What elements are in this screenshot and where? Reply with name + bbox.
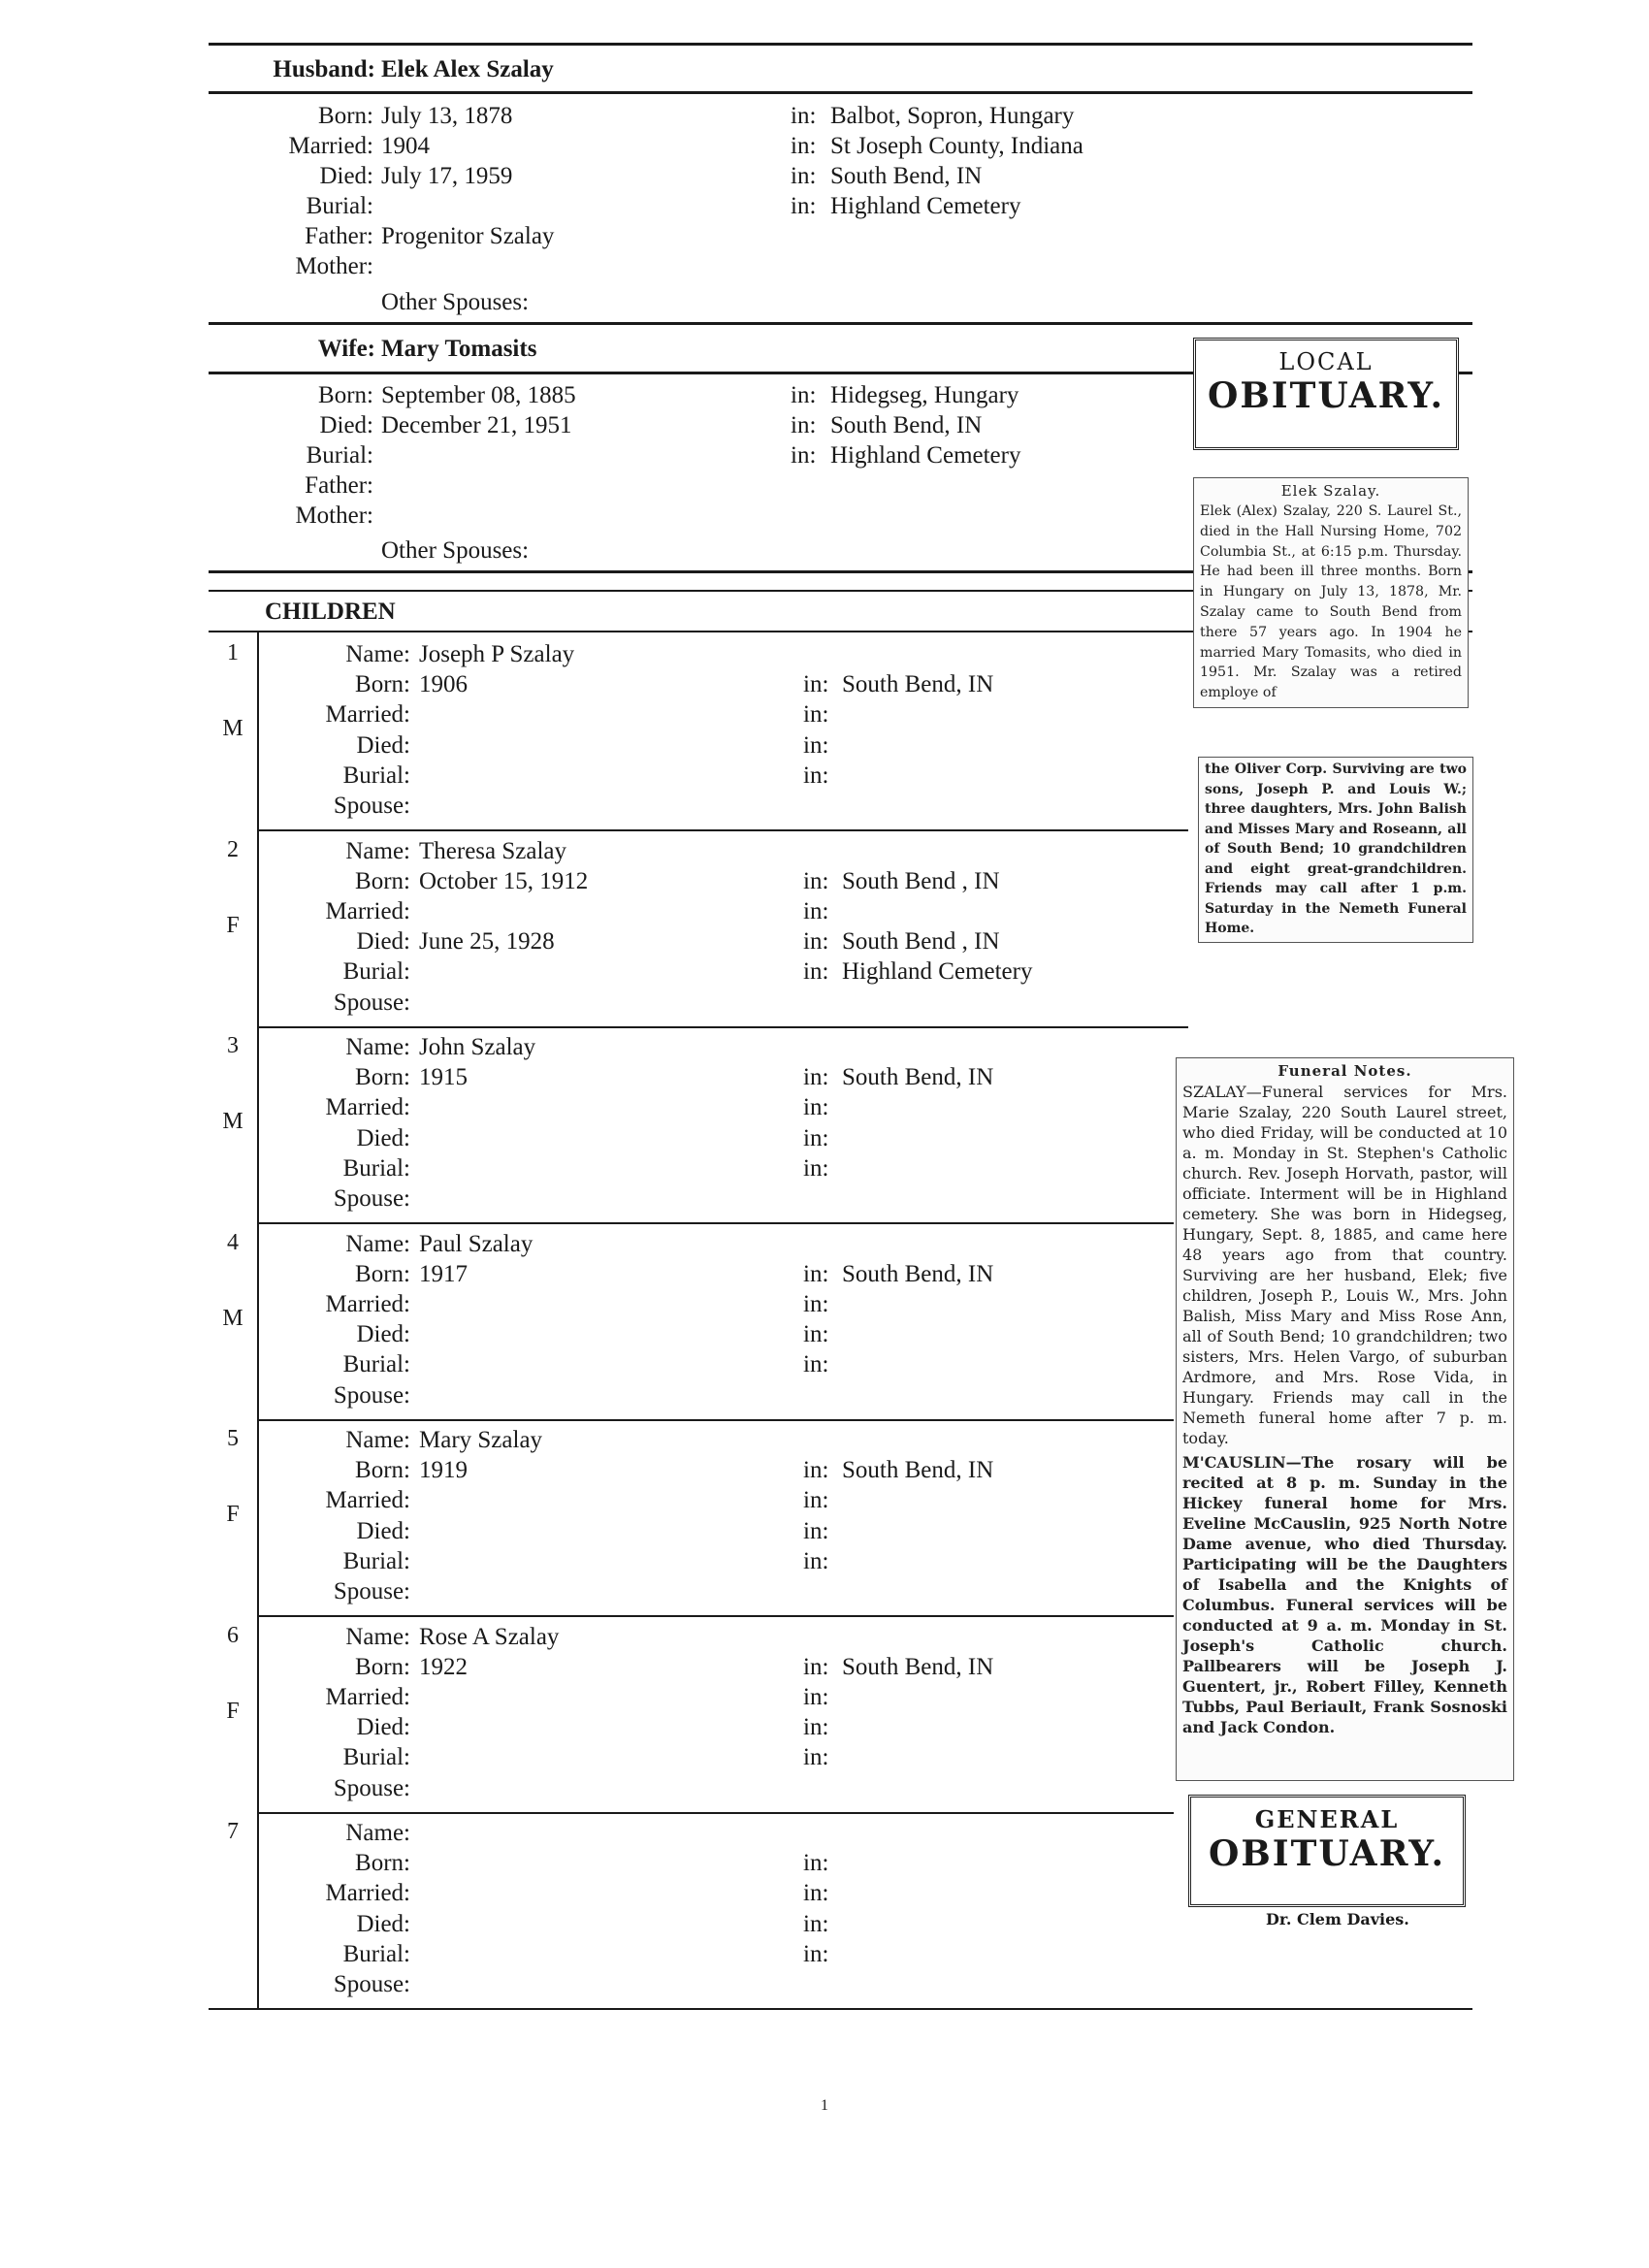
child-field-value: Paul Szalay xyxy=(419,1230,534,1257)
general-obituary-footer: Dr. Clem Davies. xyxy=(1266,1910,1409,1928)
child-field-label: Died: xyxy=(356,1910,410,1937)
child-field-label: Born: xyxy=(355,1850,410,1877)
husband-field-value: July 17, 1959 xyxy=(381,163,513,189)
child-sex: F xyxy=(226,1698,240,1724)
husband-field-label: Burial: xyxy=(306,193,373,219)
husband-field-label: Father: xyxy=(305,223,373,249)
husband-field-label: Mother: xyxy=(295,253,373,279)
child-in-label: in: xyxy=(803,1714,829,1741)
child-field-label: Married: xyxy=(325,701,410,729)
child-field-value: 1919 xyxy=(419,1457,468,1484)
husband-name: Elek Alex Szalay xyxy=(381,56,554,82)
child-field-label: Name: xyxy=(345,1820,410,1846)
child-field-value: Joseph P Szalay xyxy=(419,641,575,667)
child-in-label: in: xyxy=(803,1547,829,1574)
child-in-label: in: xyxy=(803,1094,829,1121)
child-field-label: Burial: xyxy=(342,1547,410,1574)
child-field-label: Spouse: xyxy=(333,1381,410,1409)
wife-place: Highland Cemetery xyxy=(830,442,1021,469)
child-field-label: Born: xyxy=(355,671,410,698)
child-field-label: Burial: xyxy=(342,1154,410,1182)
elek-obituary-clipping xyxy=(1193,477,1469,708)
child-field-label: Spouse: xyxy=(333,1774,410,1801)
wife-field-label: Died: xyxy=(319,412,373,438)
husband-in-label: in: xyxy=(791,133,817,159)
child-place: South Bend, IN xyxy=(842,1653,994,1680)
child-field-label: Born: xyxy=(355,1064,410,1091)
child-number: 2 xyxy=(227,836,239,862)
child-in-label: in: xyxy=(803,1744,829,1771)
child-separator-rule xyxy=(257,1812,1174,1814)
child-in-label: in: xyxy=(803,1290,829,1317)
husband-rule xyxy=(209,91,1472,94)
top-rule xyxy=(209,43,1472,46)
child-in-label: in: xyxy=(803,1260,829,1287)
wife-field-label: Mother: xyxy=(295,502,373,529)
child-place: South Bend, IN xyxy=(842,671,994,698)
wife-field-label: Born: xyxy=(318,382,373,408)
child-in-label: in: xyxy=(803,928,829,956)
husband-place: Highland Cemetery xyxy=(830,193,1021,219)
child-in-label: in: xyxy=(803,731,829,759)
children-heading: CHILDREN xyxy=(265,599,396,625)
child-in-label: in: xyxy=(803,671,829,698)
child-field-value: Theresa Szalay xyxy=(419,837,567,864)
elek-obituary-title: Elek Szalay. xyxy=(1280,482,1381,500)
child-separator-rule xyxy=(257,1615,1174,1617)
child-place: South Bend , IN xyxy=(842,928,1000,956)
child-number: 1 xyxy=(227,640,239,665)
child-sex: M xyxy=(222,716,243,741)
children-bottom-rule xyxy=(209,2008,1472,2010)
child-place: Highland Cemetery xyxy=(842,958,1033,986)
child-in-label: in: xyxy=(803,1683,829,1710)
child-number: 7 xyxy=(227,1819,239,1844)
child-field-label: Died: xyxy=(356,1124,410,1151)
child-in-label: in: xyxy=(803,1940,829,1967)
child-field-label: Died: xyxy=(356,731,410,759)
child-in-label: in: xyxy=(803,1351,829,1378)
child-field-label: Name: xyxy=(345,641,410,667)
husband-field-label: Married: xyxy=(288,133,373,159)
child-place: South Bend, IN xyxy=(842,1064,994,1091)
child-field-label: Died: xyxy=(356,1714,410,1741)
child-in-label: in: xyxy=(803,1124,829,1151)
husband-in-label: in: xyxy=(791,163,817,189)
child-field-label: Name: xyxy=(345,837,410,864)
wife-field-label: Burial: xyxy=(306,442,373,469)
child-field-label: Died: xyxy=(356,1517,410,1544)
child-place: South Bend , IN xyxy=(842,867,1000,894)
child-field-label: Spouse: xyxy=(333,1971,410,1997)
wife-place: Hidegseg, Hungary xyxy=(830,382,1019,408)
general-header-big: OBITUARY. xyxy=(1208,1833,1446,1874)
child-in-label: in: xyxy=(803,1457,829,1484)
general-header-small: GENERAL xyxy=(1254,1805,1400,1833)
child-field-value: 1922 xyxy=(419,1653,468,1680)
child-in-label: in: xyxy=(803,1850,829,1877)
husband-place: Balbot, Sopron, Hungary xyxy=(830,103,1075,129)
local-header-big: OBITUARY. xyxy=(1207,375,1445,416)
child-field-value: 1915 xyxy=(419,1064,468,1091)
wife-in-label: in: xyxy=(791,412,817,438)
child-field-label: Burial: xyxy=(342,958,410,986)
child-field-label: Name: xyxy=(345,1427,410,1453)
elek-obituary-text-2: the Oliver Corp. Surviving are two sons, Joseph P. and Louis W.; three daughters, Mrs. John Balish and Misses Mary and Roseann, all of South Bend; 10 grandchildren and eight great-grandchildren. Friends may call after 1 p.m. Saturday in the Nemeth Funeral Home. xyxy=(1205,761,1467,936)
local-header-small: LOCAL xyxy=(1278,348,1374,375)
child-field-label: Burial: xyxy=(342,761,410,789)
child-separator-rule xyxy=(257,829,1188,831)
child-in-label: in: xyxy=(803,1321,829,1348)
child-in-label: in: xyxy=(803,867,829,894)
child-in-label: in: xyxy=(803,1653,829,1680)
wife-field-value: September 08, 1885 xyxy=(381,382,576,408)
child-in-label: in: xyxy=(803,1880,829,1907)
wife-top-rule xyxy=(209,322,1472,325)
husband-heading-label: Husband: xyxy=(273,56,375,82)
child-separator-rule xyxy=(257,1026,1188,1028)
wife-name: Mary Tomasits xyxy=(381,336,537,362)
child-in-label: in: xyxy=(803,958,829,986)
child-in-label: in: xyxy=(803,1910,829,1937)
child-separator-rule xyxy=(257,1222,1174,1224)
elek-obituary-clipping-continued xyxy=(1198,757,1473,943)
child-in-label: in: xyxy=(803,1064,829,1091)
children-column-divider xyxy=(257,632,259,2008)
wife-field-label: Father: xyxy=(305,472,373,499)
child-field-label: Born: xyxy=(355,867,410,894)
husband-place: St Joseph County, Indiana xyxy=(830,133,1083,159)
wife-in-label: in: xyxy=(791,442,817,469)
child-field-label: Name: xyxy=(345,1230,410,1257)
husband-field-value: 1904 xyxy=(381,133,430,159)
child-field-label: Spouse: xyxy=(333,1578,410,1604)
child-field-label: Spouse: xyxy=(333,1185,410,1212)
funeral-notes-clipping xyxy=(1176,1057,1514,1781)
child-field-value: Rose A Szalay xyxy=(419,1623,560,1650)
local-obituary-header xyxy=(1193,338,1459,450)
husband-other-spouses-label: Other Spouses: xyxy=(381,289,530,315)
husband-in-label: in: xyxy=(791,193,817,219)
child-in-label: in: xyxy=(803,761,829,789)
child-in-label: in: xyxy=(803,701,829,729)
husband-field-value: Progenitor Szalay xyxy=(381,223,555,249)
child-field-label: Born: xyxy=(355,1457,410,1484)
wife-place: South Bend, IN xyxy=(830,412,983,438)
child-field-label: Married: xyxy=(325,1880,410,1907)
child-number: 6 xyxy=(227,1622,239,1648)
husband-field-label: Born: xyxy=(318,103,373,129)
child-place: South Bend, IN xyxy=(842,1260,994,1287)
wife-field-value: December 21, 1951 xyxy=(381,412,572,438)
wife-in-label: in: xyxy=(791,382,817,408)
funeral-notes-text-2: M'CAUSLIN—The rosary will be recited at 8 p. m. Sunday in the Hickey funeral home for Mrs. Eveline McCauslin, 925 North Notre Dame avenue, who died Thursday. Participating will be the Daughters of Isabella and the Knights of Columbus. Funeral services will be conducted at 9 a. m. Monday in St. Joseph's Catholic church. Pallbearers will be Joseph J. Guentert, jr., Robert Filley, Kenneth Tubbs, Paul Beriault, Frank Sosnoski and Jack Condon. xyxy=(1182,1453,1507,1736)
child-field-label: Married: xyxy=(325,1290,410,1317)
child-field-label: Born: xyxy=(355,1653,410,1680)
child-field-label: Name: xyxy=(345,1623,410,1650)
child-place: South Bend, IN xyxy=(842,1457,994,1484)
child-in-label: in: xyxy=(803,1517,829,1544)
child-field-label: Born: xyxy=(355,1260,410,1287)
child-field-label: Married: xyxy=(325,1683,410,1710)
child-number: 4 xyxy=(227,1229,239,1255)
child-sex: M xyxy=(222,1305,243,1331)
child-field-value: Mary Szalay xyxy=(419,1427,543,1453)
husband-field-value: July 13, 1878 xyxy=(381,103,513,129)
husband-place: South Bend, IN xyxy=(830,163,983,189)
child-in-label: in: xyxy=(803,1487,829,1514)
child-field-label: Spouse: xyxy=(333,988,410,1016)
child-field-label: Died: xyxy=(356,928,410,956)
wife-other-spouses-label: Other Spouses: xyxy=(381,537,530,564)
child-field-value: October 15, 1912 xyxy=(419,867,589,894)
husband-in-label: in: xyxy=(791,103,817,129)
child-sex: F xyxy=(226,1502,240,1527)
husband-field-label: Died: xyxy=(319,163,373,189)
child-field-label: Burial: xyxy=(342,1940,410,1967)
child-field-label: Burial: xyxy=(342,1744,410,1771)
child-field-label: Spouse: xyxy=(333,793,410,819)
child-separator-rule xyxy=(257,1419,1174,1421)
child-field-label: Name: xyxy=(345,1034,410,1060)
child-sex: M xyxy=(222,1109,243,1134)
child-field-label: Burial: xyxy=(342,1351,410,1378)
page-number: 1 xyxy=(821,2097,828,2114)
child-field-label: Married: xyxy=(325,897,410,924)
funeral-notes-title: Funeral Notes. xyxy=(1277,1062,1412,1080)
child-in-label: in: xyxy=(803,1154,829,1182)
child-in-label: in: xyxy=(803,897,829,924)
child-field-value: 1906 xyxy=(419,671,468,698)
child-number: 5 xyxy=(227,1426,239,1451)
child-field-label: Married: xyxy=(325,1487,410,1514)
child-field-label: Died: xyxy=(356,1321,410,1348)
general-obituary-header xyxy=(1188,1795,1466,1907)
child-field-value: June 25, 1928 xyxy=(419,928,555,956)
child-field-label: Married: xyxy=(325,1094,410,1121)
elek-obituary-text-1: Elek (Alex) Szalay, 220 S. Laurel St., died in the Hall Nursing Home, 702 Columbia St., at 6:15 p.m. Thursday. He had been ill three months. Born in Hungary on July 13, 1878, Mr. Szalay came to South Bend from there 57 years ago. In 1904 he married Mary Tomasits, who died in 1951. Mr. Szalay was a retired employe of xyxy=(1200,503,1462,701)
child-number: 3 xyxy=(227,1033,239,1058)
funeral-notes-text-1: SZALAY—Funeral services for Mrs. Marie Szalay, 220 South Laurel street, who died Friday, will be conducted at 10 a. m. Monday in St. Stephen's Catholic church. Rev. Joseph Horvath, pastor, will officiate. Interment will be in Highland cemetery. She was born in Hidegseg, Hungary, Sept. 8, 1885, and came here 48 years ago from that country. Surviving are her husband, Elek; five children, Joseph P., Louis W., Mrs. John Balish, Miss Mary and Miss Rose Ann, all of South Bend; 10 grandchildren; two sisters, Mrs. Helen Vargo, of suburban Ardmore, and Mrs. Rose Vida, in Hungary. Friends may call in the Nemeth funeral home after 7 p. m. today. xyxy=(1182,1083,1507,1447)
child-sex: F xyxy=(226,912,240,938)
child-field-value: John Szalay xyxy=(419,1034,536,1060)
wife-heading-label: Wife: xyxy=(317,336,375,362)
child-field-value: 1917 xyxy=(419,1260,468,1287)
